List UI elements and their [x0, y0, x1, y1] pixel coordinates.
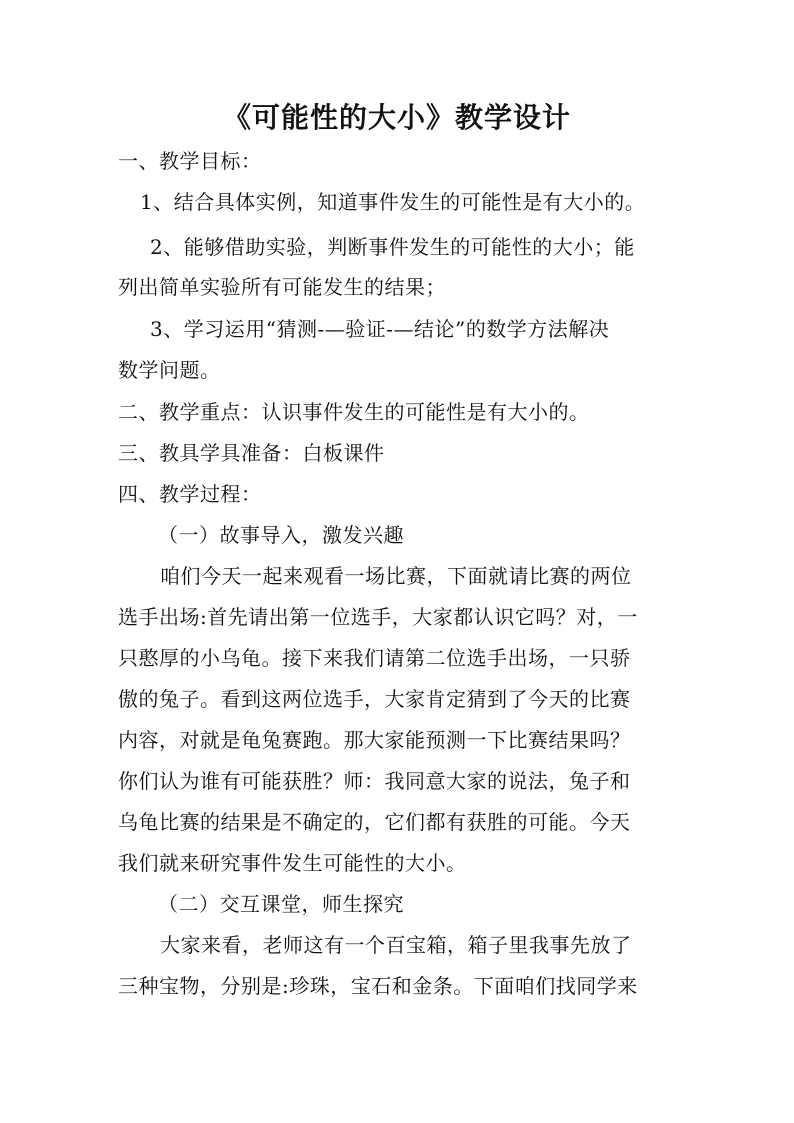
subsection-heading-1: （一）故事导入，激发兴趣: [158, 523, 404, 547]
paragraph-line: 只憨厚的小乌龟。接下来我们请第二位选手出场，一只骄: [118, 646, 631, 670]
objective-item-2: 2、能够借助实验，判断事件发生的可能性的大小；能: [150, 235, 635, 259]
objective-item-1: 1、结合具体实例，知道事件发生的可能性是有大小的。: [140, 190, 646, 214]
paragraph-line: 你们认为谁有可能获胜？师：我同意大家的说法，兔子和: [118, 769, 631, 793]
objective-item-3-cont: 数学问题。: [118, 358, 221, 382]
paragraph-line: 内容，对就是龟兔赛跑。那大家能预测一下比赛结果吗？: [118, 728, 631, 752]
paragraph-line: 乌龟比赛的结果是不确定的，它们都有获胜的可能。今天: [118, 810, 631, 834]
paragraph-line: 咱们今天一起来观看一场比赛，下面就请比赛的两位: [160, 564, 632, 588]
section-heading-materials: 三、教具学具准备：白板课件: [118, 441, 385, 465]
paragraph-line: 选手出场:首先请出第一位选手，大家都认识它吗？对，一: [118, 605, 638, 629]
document-title: 《可能性的大小》教学设计: [222, 101, 571, 134]
paragraph-line: 傲的兔子。看到这两位选手，大家肯定猜到了今天的比赛: [118, 687, 631, 711]
subsection-heading-2: （二）交互课堂，师生探究: [158, 892, 404, 916]
section-heading-key-points: 二、教学重点：认识事件发生的可能性是有大小的。: [118, 400, 590, 424]
section-heading-process: 四、教学过程：: [118, 482, 262, 506]
objective-item-2-cont: 列出简单实验所有可能发生的结果；: [118, 275, 446, 299]
paragraph-line: 三种宝物，分别是:珍珠，宝石和金条。下面咱们找同学来: [118, 974, 638, 998]
paragraph-line: 大家来看，老师这有一个百宝箱，箱子里我事先放了: [160, 933, 632, 957]
objective-item-3: 3、学习运用“猜测-—验证-—结论”的数学方法解决: [150, 317, 610, 341]
section-heading-objectives: 一、教学目标：: [118, 149, 262, 173]
paragraph-line: 我们就来研究事件发生可能性的大小。: [118, 851, 467, 875]
